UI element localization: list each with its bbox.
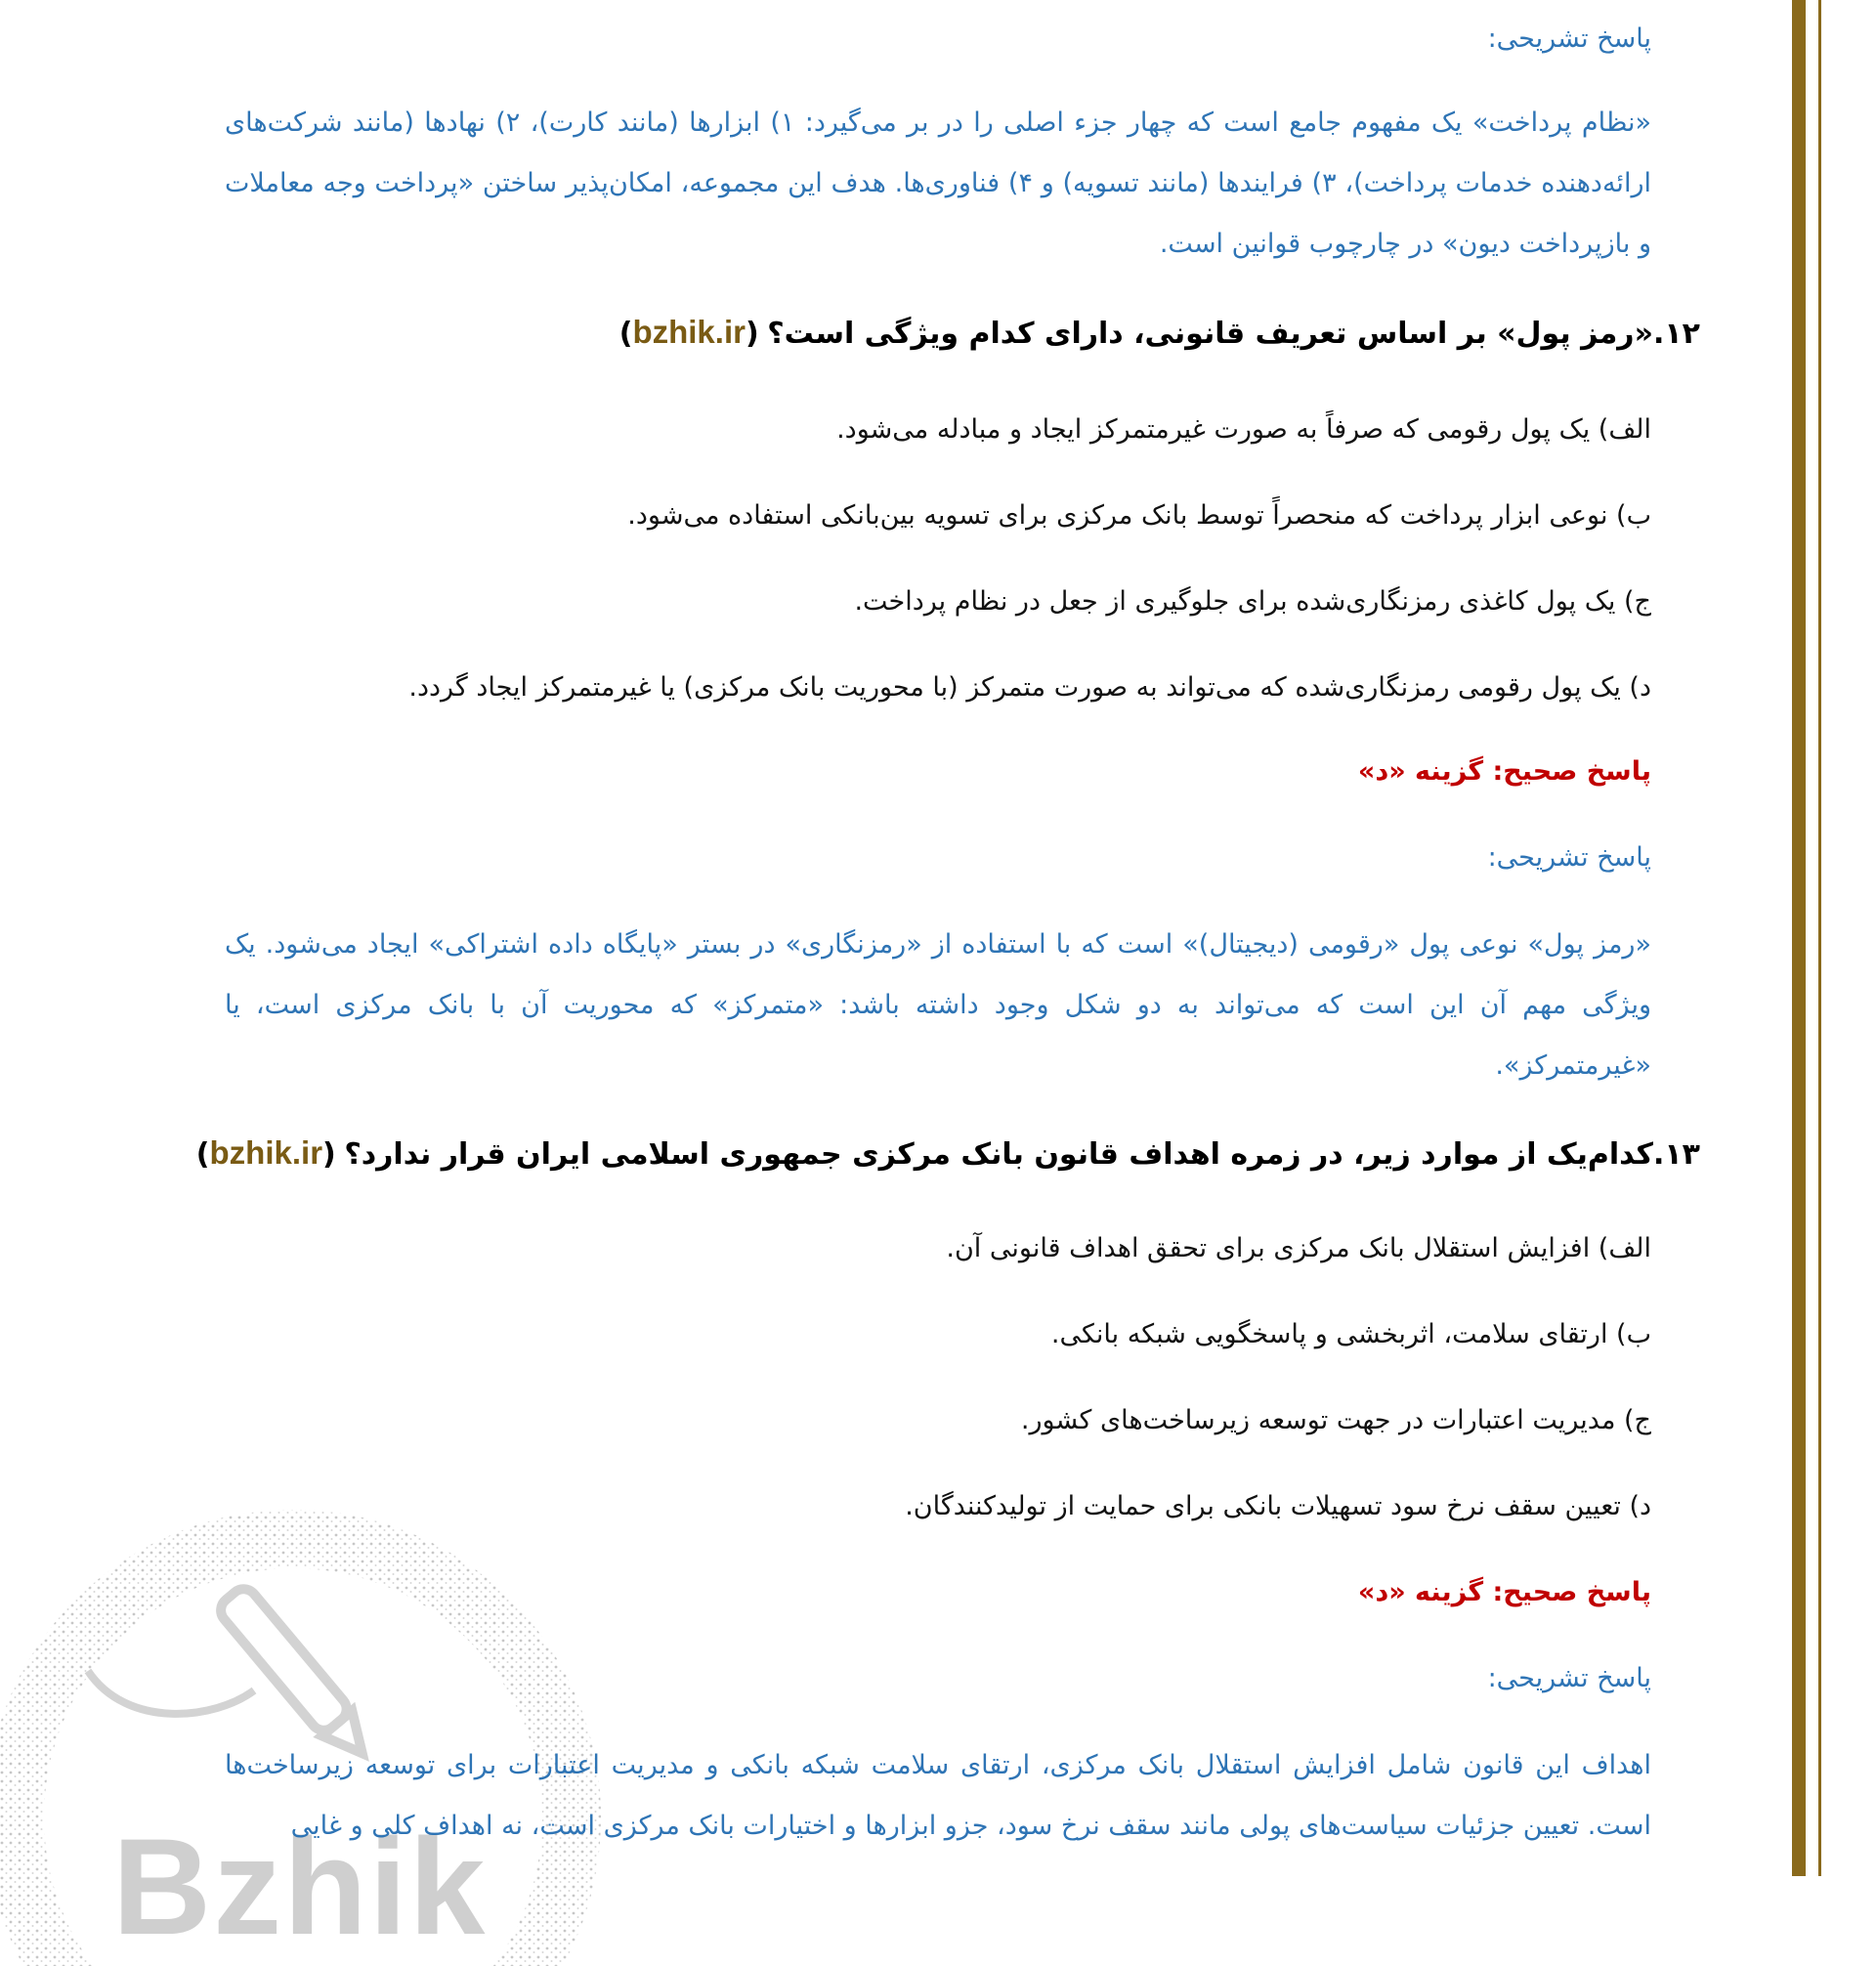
q12-option-c: ج) یک پول کاغذی رمزنگاری‌شده برای جلوگیری از جعل در نظام پرداخت.	[854, 586, 1651, 617]
q12-explain-text: «رمز پول» نوعی پول «رقومی (دیجیتال)» است که با استفاده از «رمزنگاری» در بستر «پایگاه داده اشتراکی» ایجاد می‌شود. یک ویژگی مهم آن این است که می‌تواند به دو شکل وجود داشته باشد: «متمرکز» که محوریت آن با بانک مرکزی است، یا «غیرمتمرکز».	[225, 929, 1651, 1081]
q12-option-b: ب) نوعی ابزار پرداخت که منحصراً توسط بانک مرکزی برای تسویه بین‌بانکی استفاده می‌شود.	[627, 500, 1651, 531]
q11-explain-text: «نظام پرداخت» یک مفهوم جامع است که چهار جزء اصلی را در بر می‌گیرد: ۱) ابزارها (مانند کارت)، ۲) نهادها (مانند شرکت‌های ارائه‌دهنده خدمات پرداخت)، ۳) فرایندها (مانند تسویه) و ۴) فناوری‌ها. هدف این مجموعه، امکان‌پذیر ساختن «پرداخت وجه معاملات و بازپرداخت دیون» در چارچوب قوانین است.	[225, 107, 1652, 259]
q12-question: ۱۲.«رمز پول» بر اساس تعریف قانونی، دارای کدام ویژگی است؟ (bzhik.ir)	[618, 314, 1700, 351]
q13-question: ۱۳.کدام‌یک از موارد زیر، در زمره اهداف قانون بانک مرکزی جمهوری اسلامی ایران قرار ندارد؟ (bzhik.ir)	[195, 1134, 1700, 1172]
watermark-text: Bzhik	[112, 1810, 488, 1963]
q13-option-d: د) تعیین سقف نرخ سود تسهیلات بانکی برای حمایت از تولیدکنندگان.	[905, 1491, 1651, 1521]
q12-text: «رمز پول» بر اساس تعریف قانونی، دارای کدام ویژگی است؟	[767, 317, 1653, 351]
q12-explain-heading: پاسخ تشریحی:	[1487, 842, 1651, 873]
q13-site-link[interactable]: bzhik.ir	[209, 1134, 323, 1171]
q13-text: کدام‌یک از موارد زیر، در زمره اهداف قانون بانک مرکزی جمهوری اسلامی ایران قرار ندارد؟	[344, 1137, 1653, 1172]
page-border-thick	[1792, 0, 1806, 1876]
q13-explain-heading: پاسخ تشریحی:	[1487, 1663, 1651, 1693]
q13-number: ۱۳.	[1652, 1137, 1700, 1172]
q13-option-c: ج) مدیریت اعتبارات در جهت توسعه زیرساخت‌های کشور.	[1020, 1405, 1651, 1435]
q12-option-d: د) یک پول رقومی رمزنگاری‌شده که می‌تواند به صورت متمرکز (با محوریت بانک مرکزی) یا غیرمتمرکز ایجاد گردد.	[408, 672, 1651, 703]
q12-answer: پاسخ صحیح: گزینه «د»	[1357, 756, 1651, 787]
q12-site-link[interactable]: bzhik.ir	[632, 314, 746, 350]
q12-option-a: الف) یک پول رقومی که صرفاً به صورت غیرمتمرکز ایجاد و مبادله می‌شود.	[836, 414, 1651, 445]
q11-explain-heading: پاسخ تشریحی:	[1487, 23, 1651, 54]
q13-option-a: الف) افزایش استقلال بانک مرکزی برای تحقق اهداف قانونی آن.	[946, 1233, 1651, 1263]
page-border-thin	[1818, 0, 1821, 1876]
q13-answer: پاسخ صحیح: گزینه «د»	[1357, 1577, 1651, 1607]
q13-explain-text: اهداف این قانون شامل افزایش استقلال بانک مرکزی، ارتقای سلامت شبکه بانکی و مدیریت اعتبارات برای توسعه زیرساخت‌ها است. تعیین جزئیات سیاست‌های پولی مانند سقف نرخ سود، جزو ابزارها و اختیارات بانک مرکزی است، نه اهداف کلی و غایی	[225, 1750, 1651, 1841]
q13-option-b: ب) ارتقای سلامت، اثربخشی و پاسخگویی شبکه بانکی.	[1050, 1319, 1651, 1349]
q12-number: ۱۲.	[1652, 317, 1700, 351]
